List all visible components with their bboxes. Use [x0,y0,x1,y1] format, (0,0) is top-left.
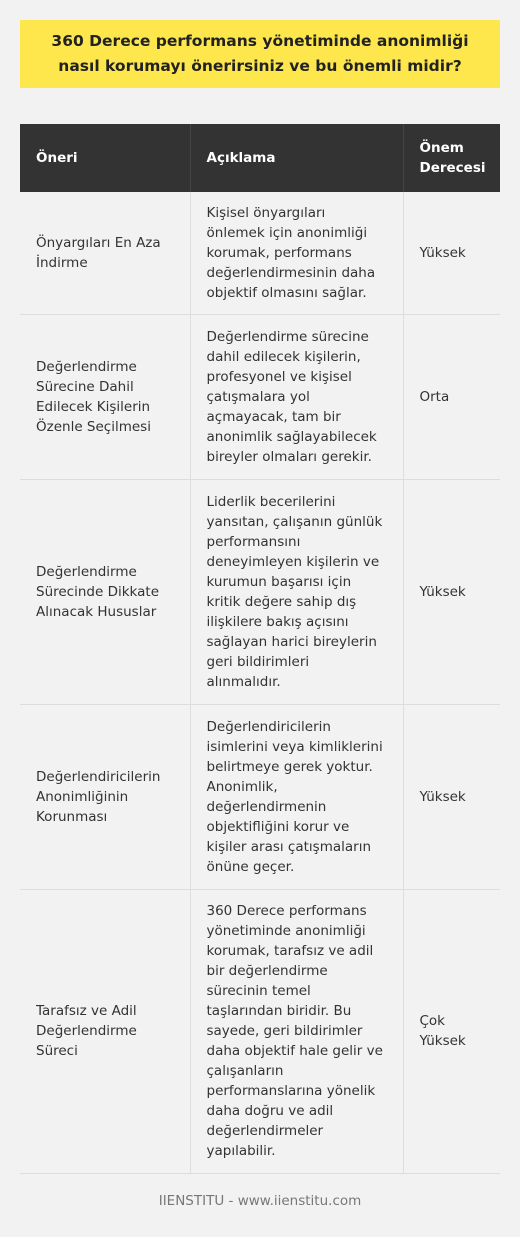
cell-oneri: Değerlendirme Sürecinde Dikkate Alınacak Hususlar [20,479,190,704]
page-title: 360 Derece performans yönetiminde anonimliği nasıl korumayı önerirsiniz ve bu önemli midir? [51,32,469,75]
table-row [20,314,500,479]
table-row [20,889,500,1173]
cell-aciklama: 360 Derece performans yönetiminde anonimliği korumak, tarafsız ve adil bir değerlendirme sürecinin temel taşlarından biridir. Bu sayede, geri bildirimler daha objektif hale gelir ve çalışanların performanslarına yönelik daha doğru ve adil değerlendirmeler yapılabilir. [190,889,403,1173]
table-header-row [20,124,500,192]
cell-aciklama: Değerlendiricilerin isimlerini veya kimliklerini belirtmeye gerek yoktur. Anonimlik, değerlendirmenin objektifliğini korur ve kişiler arası çatışmaların önüne geçer. [190,704,403,889]
cell-oneri: Değerlendirme Sürecine Dahil Edilecek Kişilerin Özenle Seçilmesi [20,314,190,479]
cell-oneri: Değerlendiricilerin Anonimliğinin Korunması [20,704,190,889]
table-row [20,704,500,889]
header-oneri: Öneri [20,124,190,192]
cell-oneri: Önyargıları En Aza İndirme [20,192,190,314]
cell-aciklama: Değerlendirme sürecine dahil edilecek kişilerin, profesyonel ve kişisel çatışmalara yol açmayacak, tam bir anonimlik sağlayabilecek bireyler olmaları gerekir. [190,314,403,479]
header-aciklama: Açıklama [190,124,403,192]
cell-aciklama: Kişisel önyargıları önlemek için anonimliği korumak, performans değerlendirmesinin daha objektif olmasını sağlar. [190,192,403,314]
cell-oneri: Tarafsız ve Adil Değerlendirme Süreci [20,889,190,1173]
cell-onem: Yüksek [403,479,500,704]
cell-onem: Orta [403,314,500,479]
cell-onem: Çok Yüksek [403,889,500,1173]
footer-credit: IIENSTITU - www.iienstitu.com [158,1193,362,1209]
header-onem: Önem Derecesi [403,124,500,192]
cell-onem: Yüksek [403,704,500,889]
table-row [20,192,500,314]
title-banner [20,20,500,88]
cell-onem: Yüksek [403,192,500,314]
recommendations-table [20,124,500,1174]
cell-aciklama: Liderlik becerilerini yansıtan, çalışanın günlük performansını deneyimleyen kişilerin ve kurumun başarısı için kritik değere sahip dış ilişkilere bakış açısını sağlayan harici bireylerin geri bildirimleri alınmalıdır. [190,479,403,704]
table-row [20,479,500,704]
